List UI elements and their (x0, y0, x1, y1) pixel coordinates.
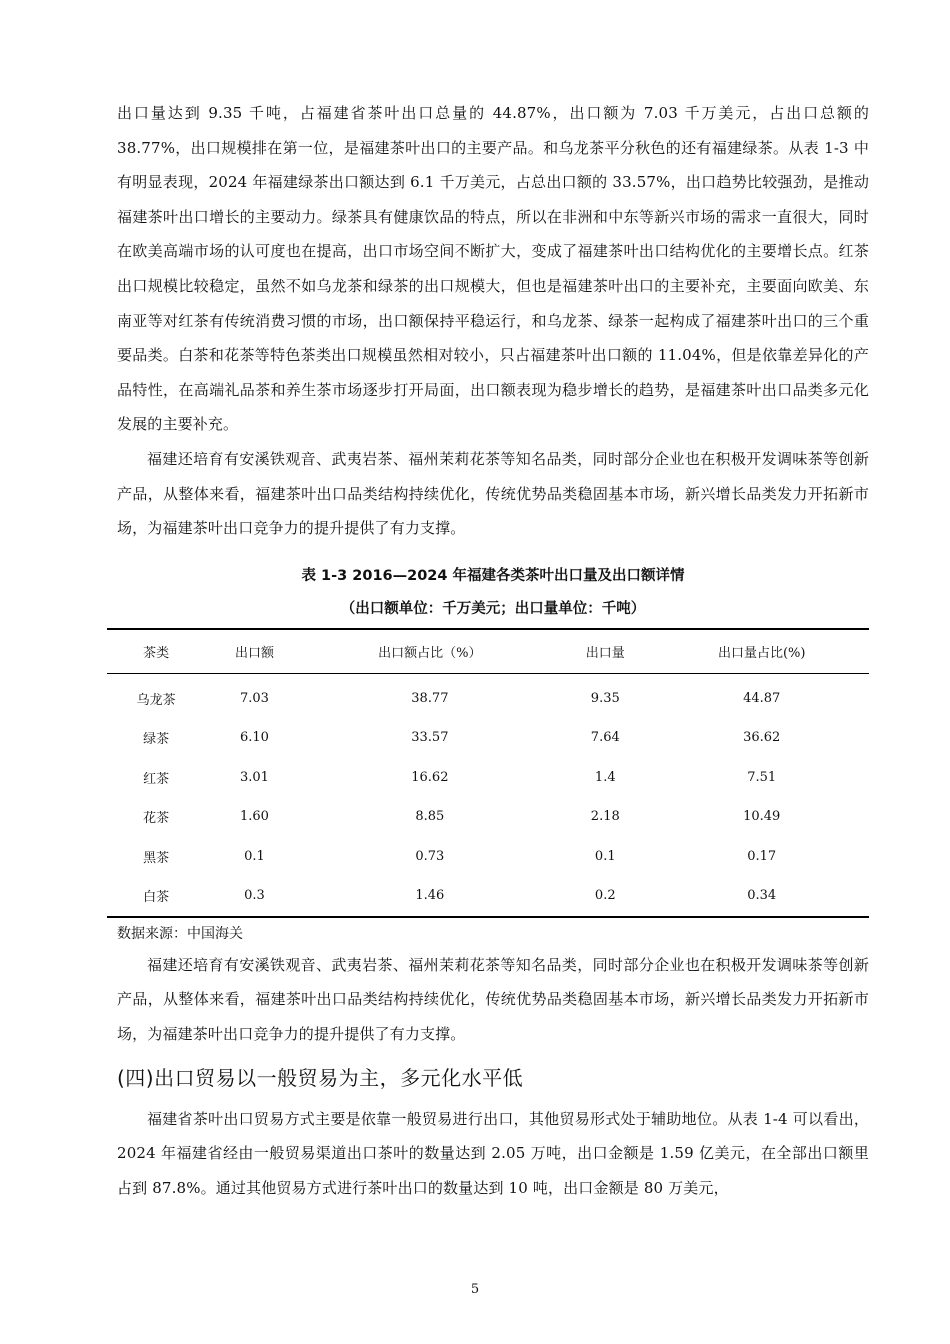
cell-tea-type: 绿茶 (143, 732, 170, 748)
cell-export-volume: 9.35 (590, 690, 620, 706)
table-title: 表 1-3 2016—2024 年福建各类茶叶出口量及出口额详情 (301, 567, 685, 584)
cell-tea-type: 红茶 (143, 771, 170, 787)
header-tea-type: 茶类 (143, 645, 170, 661)
document-page (117, 96, 869, 1205)
cell-export-value: 1.60 (239, 809, 269, 825)
cell-tea-type: 白茶 (143, 890, 170, 906)
cell-export-value: 3.01 (239, 769, 269, 785)
table-row (107, 673, 869, 718)
tea-export-table (107, 628, 869, 918)
cell-export-value-share: 0.73 (415, 848, 445, 864)
paragraph-4: 福建省茶叶出口贸易方式主要是依靠一般贸易进行出口，其他贸易形式处于辅助地位。从表 1-4 可以看出，2024 年福建省经由一般贸易渠道出口茶叶的数量达到 2.05 万吨，出口金额是 1.59 亿美元，在全部出口额里占到 87.8%。通过其他贸易方式进行茶叶出口的数量达到 10 吨，出口金额是 80 万美元， (117, 1109, 869, 1197)
header-export-value-share: 出口额占比（%） (378, 645, 482, 661)
cell-export-value-share: 16.62 (411, 769, 449, 785)
cell-export-volume: 0.2 (594, 888, 616, 904)
header-export-volume-share: 出口量占比(%) (717, 645, 806, 661)
table-source-note: 数据来源：中国海关 (117, 925, 243, 942)
cell-export-volume-share: 0.34 (747, 888, 777, 904)
cell-export-volume: 1.4 (594, 769, 616, 785)
cell-export-volume: 0.1 (594, 848, 616, 864)
header-export-value: 出口额 (234, 645, 274, 661)
paragraph-2: 福建还培育有安溪铁观音、武夷岩茶、福州茉莉花茶等知名品类，同时部分企业也在积极开发调味茶等创新产品，从整体来看，福建茶叶出口品类结构持续优化，传统优势品类稳固基本市场，新兴增长品类发力开拓新市场，为福建茶叶出口竞争力的提升提供了有力支撑。 (117, 449, 869, 538)
paragraph-3: 福建还培育有安溪铁观音、武夷岩茶、福州茉莉花茶等知名品类，同时部分企业也在积极开发调味茶等创新产品，从整体来看，福建茶叶出口品类结构持续优化，传统优势品类稳固基本市场，新兴增长品类发力开拓新市场，为福建茶叶出口竞争力的提升提供了有力支撑。 (117, 955, 869, 1043)
cell-export-value-share: 8.85 (415, 809, 445, 825)
cell-tea-type: 黑茶 (143, 850, 170, 866)
paragraph-1: 出口量达到 9.35 千吨，占福建省茶叶出口总量的 44.87%，出口额为 7.03 千万美元，占出口总额的 38.77%，出口规模排在第一位，是福建茶叶出口的主要产品。和乌龙茶平分秋色的还有福建绿茶。从表 1-3 中有明显表现，2024 年福建绿茶出口额达到 6.1 千万美元，占总出口额的 33.57%，出口趋势比较强劲，是推动福建茶叶出口增长的主要动力。绿茶具有健康饮品的特点，所以在非洲和中东等新兴市场的需求一直很大，同时在欧美高端市场的认可度也在提高，出口市场空间不断扩大，变成了福建茶叶出口结构优化的主要增长点。红茶出口规模比较稳定，虽然不如乌龙茶和绿茶的出口规模大，但也是福建茶叶出口的主要补充，主要面向欧美、东南亚等对红茶有传统消费习惯的市场，出口额保持平稳运行，和乌龙茶、绿茶一起构成了福建茶叶出口的三个重要品类。白茶和花茶等特色茶类出口规模虽然相对较小，只占福建茶叶出口额的 11.04%，但是依靠差异化的产品特性，在高端礼品茶和养生茶市场逐步打开局面，出口额表现为稳步增长的趋势，是福建茶叶出口品类多元化发展的主要补充。 (117, 104, 869, 434)
cell-export-volume-share: 36.62 (743, 730, 781, 746)
table-row (107, 797, 869, 837)
table-header-row (107, 629, 869, 674)
cell-export-value-share: 38.77 (411, 690, 449, 706)
header-export-volume: 出口量 (585, 645, 625, 661)
cell-export-value-share: 1.46 (415, 888, 445, 904)
table-row (107, 718, 869, 758)
cell-export-volume-share: 0.17 (747, 848, 777, 864)
cell-export-value: 0.1 (244, 848, 265, 864)
table-row (107, 837, 869, 877)
cell-tea-type: 乌龙茶 (136, 692, 176, 708)
page-number: 5 (470, 1282, 480, 1297)
cell-export-value: 7.03 (239, 690, 269, 706)
table-row (107, 876, 869, 917)
cell-tea-type: 花茶 (143, 811, 170, 827)
cell-export-value: 0.3 (244, 888, 265, 904)
cell-export-value-share: 33.57 (411, 730, 449, 746)
cell-export-volume-share: 44.87 (743, 690, 781, 706)
cell-export-volume-share: 7.51 (747, 769, 777, 785)
cell-export-volume-share: 10.49 (743, 809, 781, 825)
table-row (107, 758, 869, 798)
section-heading: (四)出口贸易以一般贸易为主，多元化水平低 (117, 1065, 524, 1090)
cell-export-volume: 7.64 (590, 730, 620, 746)
table-subtitle: （出口额单位：千万美元；出口量单位：千吨） (340, 600, 646, 617)
cell-export-value: 6.10 (239, 730, 269, 746)
cell-export-volume: 2.18 (590, 809, 620, 825)
